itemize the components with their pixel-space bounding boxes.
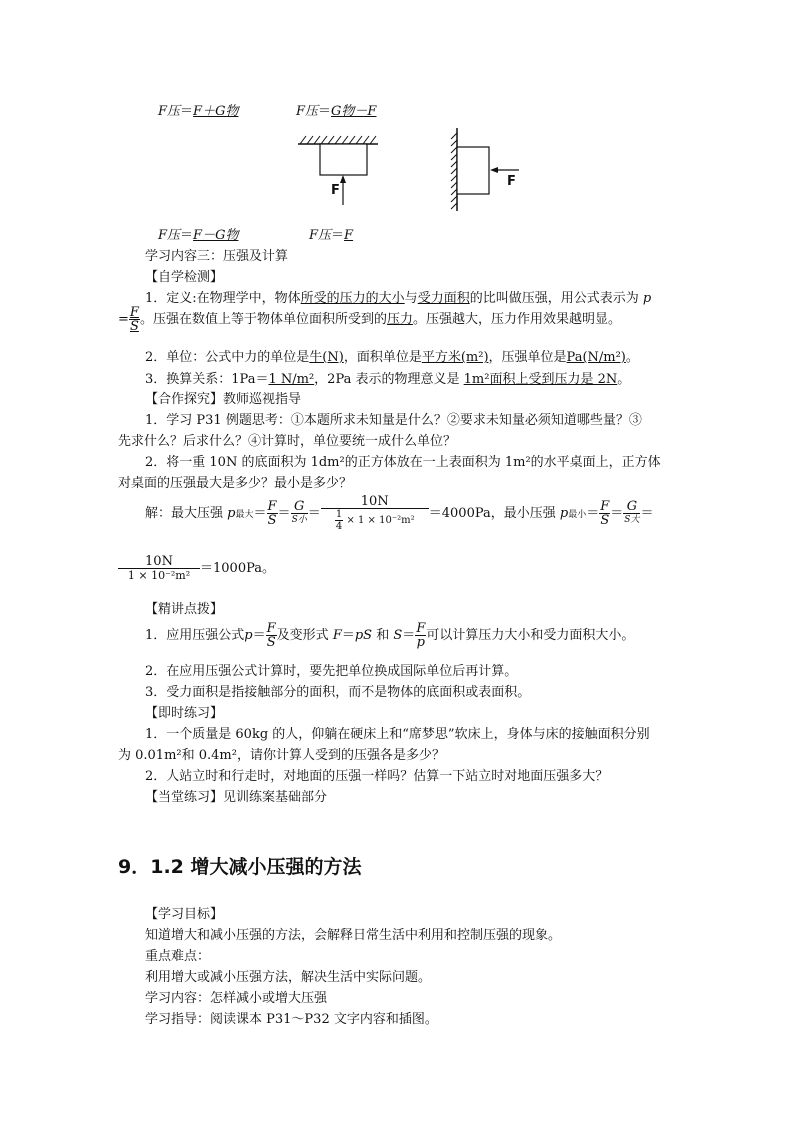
formula-pressure-diff2: F压＝F－G物 (158, 228, 239, 243)
goals-text: 知道增大和减小压强的方法，会解释日常生活中利用和控制压强的现象。 (145, 928, 562, 943)
coop-question2-line1: 2．将一重 10N 的底面积为 1dm²的正方体放在一上表面积为 1m²的水平桌面上，正方体 (145, 455, 661, 470)
coop-question2-line2: 对桌面的压强最大是多少？最小是多少？ (118, 476, 353, 491)
label-force-bottom: F (331, 183, 340, 198)
formula-pressure-sum: F压＝F＋G物 (158, 104, 239, 119)
difficulty-label: 重点难点： (145, 949, 211, 964)
key-point2: 2．在应用压强公式计算时，要先把单位换成国际单位后再计算。 (145, 664, 518, 679)
key-point1: 1．应用压强公式p＝ $\frac{F}{S}$ 及变形式 F＝pS 和 S＝ $\frac{F}{p}$ 可以计算压力大小和受力面积大小。 (145, 621, 635, 650)
units-line: 2．单位：公式中力的单位是牛(N)，面积单位是平方米(m²)，压强单位是Pa(N/m²)。 (145, 350, 639, 365)
force-diagrams (290, 125, 520, 225)
self-study-header: 【自学检测】 (145, 270, 224, 285)
coop-header: 【合作探究】教师巡视指导 (145, 392, 302, 407)
solution-line1: 解：最大压强 p最大＝ $\frac{F}{S}$ ＝ $\frac{G}{\text{S小}}$ ＝ 10N $\frac{1}{4}$ × 1 × 10⁻²m² ＝4000Pa，最小压强 p最小＝ $\frac{F}{S}$ ＝ $\frac{G}{\text{S大}}$ ＝ (145, 494, 654, 532)
formula-pressure-diff: F压＝G物－F (296, 104, 377, 119)
learning-content: 学习内容：怎样减小或增大压强 (145, 991, 328, 1006)
definition-formula-line: = $\frac{F}{S}$ 。压强在数值上等于物体单位面积所受到的压力。压强越大，压力作用效果越明显。 (118, 305, 621, 334)
solution-line2: $\frac{10N}{\text{1 × 10⁻²m²}}$ ＝1000Pa。 (118, 555, 275, 582)
difficulty-text: 利用增大或减小压强方法，解决生活中实际问题。 (145, 970, 432, 985)
practice1-line1: 1．一个质量是 60kg 的人，仰躺在硬床上和“席梦思”软床上，身体与床的接触面积分别 (145, 727, 650, 742)
definition-line: 1．定义:在物理学中，物体所受的压力的大小与受力面积的比叫做压强，用公式表示为 p (145, 291, 652, 306)
class-practice: 【当堂练习】见训练案基础部分 (145, 790, 328, 805)
key-points-header: 【精讲点拨】 (145, 602, 224, 617)
formula-fraction: $\frac{F}{S}$ (129, 305, 139, 334)
wall-block-diagram (451, 128, 519, 211)
coop-question1-line1: 1．学习 P31 例题思考：①本题所求未知量是什么？②要求未知量必须知道哪些量？③ (145, 413, 642, 428)
key-point3: 3．受力面积是指接触部分的面积，而不是物体的底面积或表面积。 (145, 685, 531, 700)
label-force-right: F (507, 174, 516, 189)
section3-title: 学习内容三：压强及计算 (145, 249, 289, 264)
coop-question1-line2: 先求什么？后求什么？④计算时，单位要统一成什么单位？ (118, 434, 457, 449)
practice1-line2: 为 0.01m²和 0.4m²，请你计算人受到的压强各是多少？ (118, 748, 445, 763)
goals-header: 【学习目标】 (145, 907, 224, 922)
section-heading: 9．1.2 增大减小压强的方法 (118, 856, 362, 878)
formula-pressure-equal: F压＝F (309, 228, 354, 243)
conversion-line: 3．换算关系：1Pa＝1 N/m²，2Pa 表示的物理意义是 1m²面积上受到压力是 2N。 (145, 372, 631, 387)
practice-header: 【即时练习】 (145, 706, 224, 721)
practice2: 2．人站立时和行走时，对地面的压强一样吗？估算一下站立时对地面压强多大？ (145, 769, 609, 784)
learning-guide: 学习指导：阅读课本 P31～P32 文字内容和插图。 (145, 1012, 438, 1027)
